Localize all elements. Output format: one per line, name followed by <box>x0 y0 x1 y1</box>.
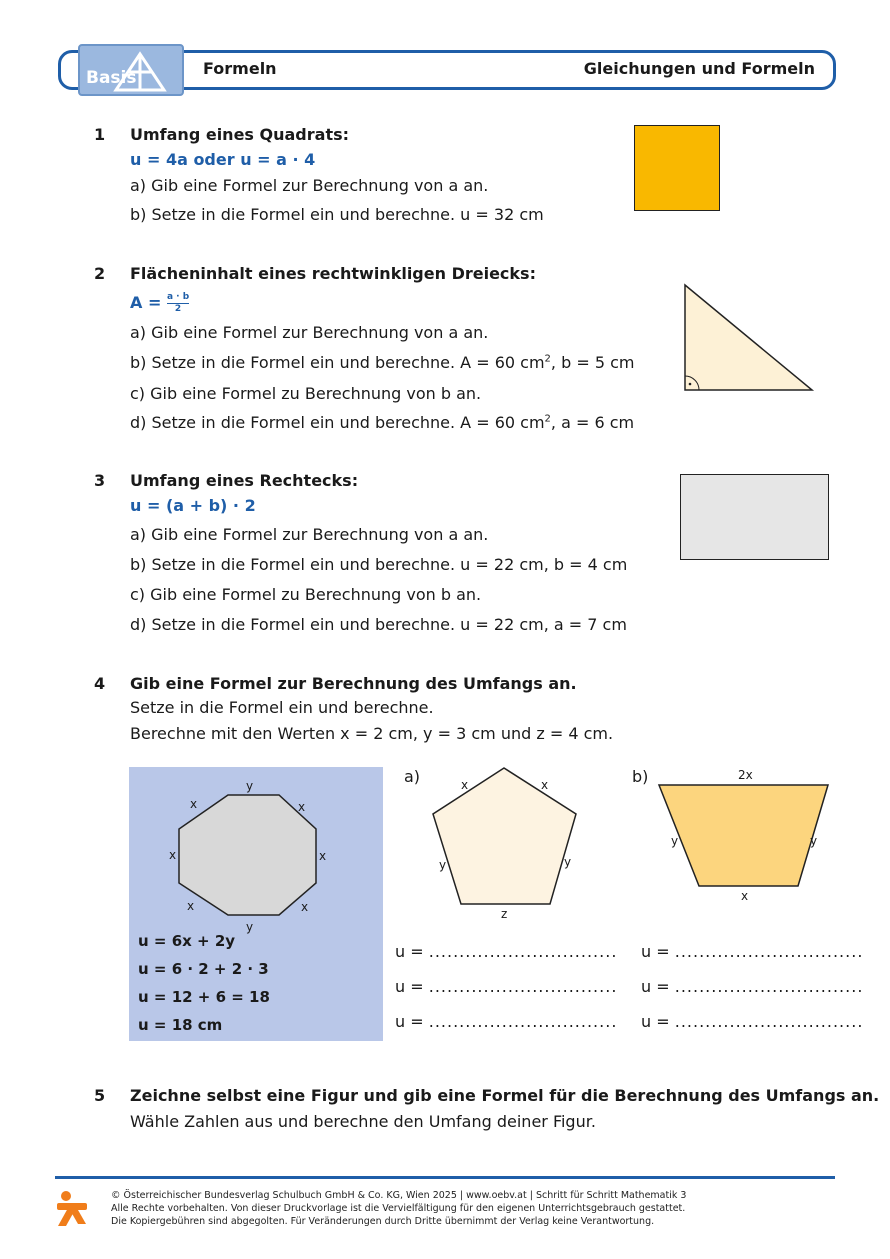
header-left-title: Formeln <box>203 59 277 78</box>
octagon-label-top: y <box>246 779 254 793</box>
task3-formula: u = (a + b) · 2 <box>130 496 256 515</box>
rectangle-figure <box>680 474 829 560</box>
task5-number: 5 <box>94 1086 106 1105</box>
trapezoid-figure <box>655 782 833 890</box>
task3-c: c) Gib eine Formel zu Berechnung von b an. <box>130 585 482 604</box>
footer-rights: Alle Rechte vorbehalten. Von dieser Druckvorlage ist die Vervielfältigung für den eigenen Unterrichtsgebrauch gestattet. <box>111 1203 686 1214</box>
task1-formula: u = 4a oder u = a · 4 <box>130 150 316 169</box>
example-line: u = 18 cm <box>138 1016 223 1034</box>
square-figure <box>634 125 720 211</box>
octagon-label-x: x <box>298 800 306 814</box>
example-box <box>129 767 383 1041</box>
task2-formula-prefix: A = <box>130 293 162 312</box>
task3-a: a) Gib eine Formel zur Berechnung von a an. <box>130 525 489 544</box>
task4-title: Gib eine Formel zur Berechnung des Umfangs an. <box>130 674 577 693</box>
task2-fraction <box>167 292 189 315</box>
trapezoid-bottom: x <box>741 889 749 903</box>
task3-b: b) Setze in die Formel ein und berechne. u = 22 cm, b = 4 cm <box>130 555 628 574</box>
octagon-label-bottom: y <box>246 920 254 934</box>
task4-line2: Berechne mit den Werten x = 2 cm, y = 3 cm und z = 4 cm. <box>130 724 614 743</box>
footer-copyright: © Österreichischer Bundesverlag Schulbuch GmbH & Co. KG, Wien 2025 | www.oebv.at | Schritt für Schritt Mathematik 3 <box>111 1190 687 1201</box>
octagon-label-x: x <box>319 849 327 863</box>
example-line: u = 6 · 2 + 2 · 3 <box>138 960 269 978</box>
trapezoid-side-y: y <box>671 834 679 848</box>
pentagon-side-y: y <box>564 855 572 869</box>
task1-number: 1 <box>94 125 106 144</box>
oebv-logo-icon <box>52 1188 92 1228</box>
pentagon-side-z: z <box>501 907 508 921</box>
example-line: u = 6x + 2y <box>138 932 236 950</box>
answer-line-a: u = ............................... <box>395 977 618 996</box>
octagon-figure <box>129 767 383 937</box>
footer-disclaimer: Die Kopiergebühren sind abgegolten. Für Veränderungen durch Dritte übernimmt der Verlag keine Verantwortung. <box>111 1216 655 1227</box>
header-right-title: Gleichungen und Formeln <box>583 59 815 78</box>
answer-line-b: u = ............................... <box>641 977 864 996</box>
task1-b: b) Setze in die Formel ein und berechne. u = 32 cm <box>130 205 544 224</box>
task2-d: d) Setze in die Formel ein und berechne. A = 60 $cm^2$, a = 6 cm <box>130 413 635 432</box>
trapezoid-side-y: y <box>810 834 818 848</box>
octagon-label-x: x <box>301 900 309 914</box>
task5-line1: Wähle Zahlen aus und berechne den Umfang deiner Figur. <box>130 1112 596 1131</box>
task1-a: a) Gib eine Formel zur Berechnung von a an. <box>130 176 489 195</box>
task3-title: Umfang eines Rechtecks: <box>130 471 359 490</box>
task1-title: Umfang eines Quadrats: <box>130 125 350 144</box>
answer-line-b: u = ............................... <box>641 942 864 961</box>
right-triangle-figure <box>680 280 820 396</box>
task3-number: 3 <box>94 471 106 490</box>
task2-a: a) Gib eine Formel zur Berechnung von a an. <box>130 323 489 342</box>
task2-title: Flächeninhalt eines rechtwinkligen Dreiecks: <box>130 264 536 283</box>
logo-text: Basis <box>86 68 137 88</box>
trapezoid-top: 2x <box>738 768 753 782</box>
task3-d: d) Setze in die Formel ein und berechne. u = 22 cm, a = 7 cm <box>130 615 627 634</box>
task4-line1: Setze in die Formel ein und berechne. <box>130 698 434 717</box>
octagon-label-x: x <box>169 848 177 862</box>
task4-number: 4 <box>94 674 106 693</box>
task2-formula <box>130 292 189 315</box>
answer-line-a: u = ............................... <box>395 1012 618 1031</box>
task2-number: 2 <box>94 264 106 283</box>
example-line: u = 12 + 6 = 18 <box>138 988 270 1006</box>
pentagon-figure <box>425 762 585 912</box>
pentagon-label: a) <box>404 767 421 786</box>
task5-title: Zeichne selbst eine Figur und gib eine Formel für die Berechnung des Umfangs an. <box>130 1086 880 1105</box>
pentagon-side-x: x <box>541 778 549 792</box>
octagon-label-x: x <box>187 899 195 913</box>
basis-logo <box>78 44 184 96</box>
octagon-label-x: x <box>190 797 198 811</box>
trapezoid-label: b) <box>632 767 649 786</box>
footer-divider <box>55 1176 835 1179</box>
fraction-denominator: 2 <box>174 304 182 314</box>
fraction-numerator: a · b <box>166 292 190 302</box>
answer-line-a: u = ............................... <box>395 942 618 961</box>
pentagon-side-x: x <box>461 778 469 792</box>
pentagon-side-y: y <box>439 858 447 872</box>
task2-b: b) Setze in die Formel ein und berechne. A = 60 $cm^2$, b = 5 cm <box>130 353 635 372</box>
task2-c: c) Gib eine Formel zu Berechnung von b an. <box>130 384 482 403</box>
answer-line-b: u = ............................... <box>641 1012 864 1031</box>
